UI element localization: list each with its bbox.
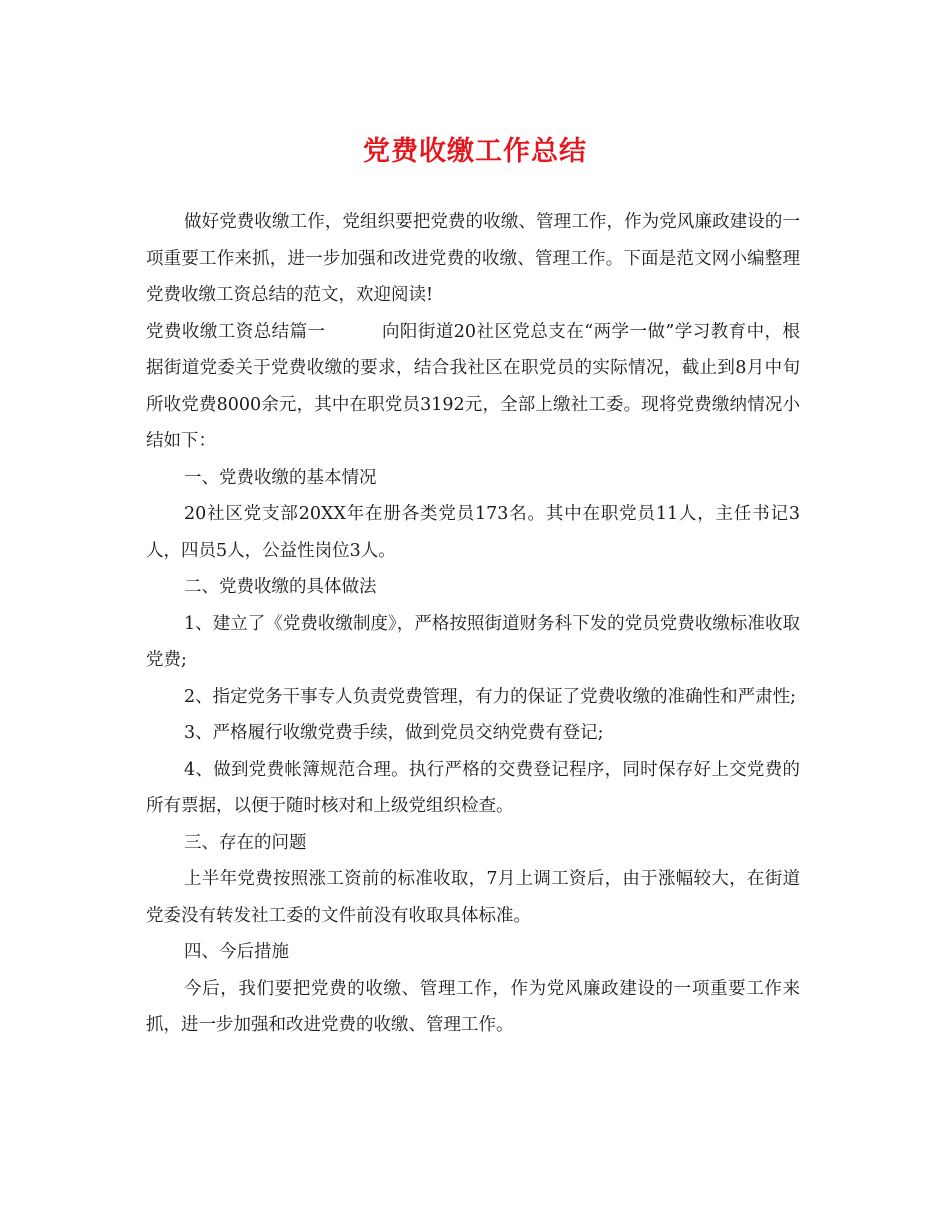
- article-lead-text: 向阳街道20社区党总支在“两学一做”学习教育中，根据街道党委关于党费收缴的要求，结合我社区在职党员的实际情况，截止到8月中旬所收党费8000余元，其中在职党员3192元，全部上缴社工委。现将党费缴纳情况小结如下：: [146, 321, 800, 451]
- intro-paragraph: 做好党费收缴工作，党组织要把党费的收缴、管理工作，作为党风廉政建设的一项重要工作来抓，进一步加强和改进党费的收缴、管理工作。下面是范文网小编整理党费收缴工资总结的范文，欢迎阅读!: [146, 212, 800, 305]
- document-title: 党费收缴工作总结: [363, 136, 587, 167]
- article-label: 党费收缴工资总结篇一: [146, 321, 326, 342]
- section-2-paragraph-3: 3、严格履行收缴党费手续，做到党员交纳党费有登记;: [184, 723, 604, 743]
- section-heading-4: 四、今后措施: [184, 942, 289, 962]
- section-3-paragraph-1: 上半年党费按照涨工资前的标准收取，7月上调工资后，由于涨幅较大，在街道党委没有转发社工委的文件前没有收取具体标准。: [146, 869, 800, 926]
- section-2-paragraph-4: 4、做到党费帐簿规范合理。执行严格的交费登记程序，同时保存好上交党费的所有票据，以便于随时核对和上级党组织检查。: [146, 759, 800, 816]
- section-2-paragraph-1: 1、建立了《党费收缴制度》，严格按照街道财务科下发的党员党费收缴标准收取党费;: [146, 613, 800, 670]
- document-body: [146, 204, 800, 1044]
- section-2-paragraph-2: 2、指定党务干事专人负责党费管理，有力的保证了党费收缴的准确性和严肃性;: [184, 686, 797, 707]
- article-lead-paragraph: [146, 314, 800, 460]
- section-1-paragraph-1: 20社区党支部20XX年在册各类党员173名。其中在职党员11人，主任书记3人，四员5人，公益性岗位3人。: [146, 504, 800, 561]
- section-heading-3: 三、存在的问题: [184, 832, 307, 853]
- section-heading-1: 一、党费收缴的基本情况: [184, 467, 377, 488]
- section-heading-2: 二、党费收缴的具体做法: [184, 577, 377, 597]
- section-4-paragraph-1: 今后，我们要把党费的收缴、管理工作，作为党风廉政建设的一项重要工作来抓，进一步加强和改进党费的收缴、管理工作。: [146, 978, 800, 1035]
